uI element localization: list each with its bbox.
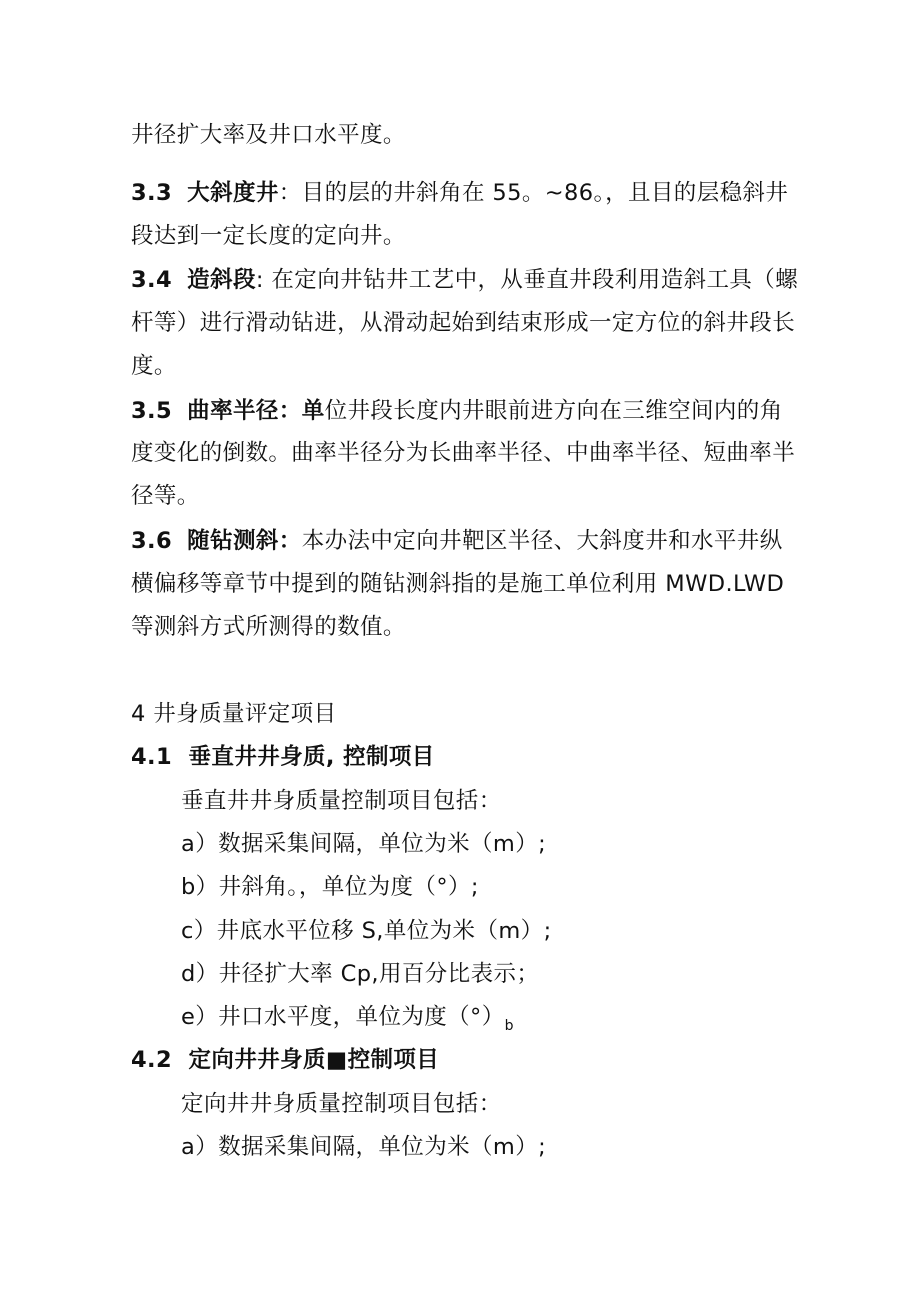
list-item: c）井底水平位移 S,单位为米（m）; [181,918,552,944]
section-title: 垂直井井身质, 控制项目 [188,744,435,770]
term: 大斜度井 [187,180,279,206]
section-3-6-line-1 [131,526,783,556]
section-4-1-intro: 垂直井井身质量控制项目包括： [181,788,502,814]
section-4-2-heading [131,1045,439,1075]
term: 随钻测斜： [187,528,302,554]
section-3-3-line-1 [131,178,788,208]
definition-text: 本办法中定向井靶区半径、大斜度井和水平井纵 [301,528,783,554]
section-3-4-line-3: 度。 [131,353,177,379]
section-3-5-line-3: 径等。 [131,483,200,509]
list-item: e）井口水平度，单位为度$(^\circ)_b$ [181,1004,514,1034]
definition-text: : 在定向井钻井工艺中，从垂直井段利用造斜工具（螺 [255,267,799,293]
definition-text: ：目的层的井斜角在 55。~86。，且目的层稳斜井 [278,180,789,206]
section-number: 4.1 [131,744,173,770]
section-3-5-line-2: 度变化的倒数。曲率半径分为长曲率半径、中曲率半径、短曲率半 [131,440,796,466]
section-4-2-intro: 定向井井身质量控制项目包括： [181,1091,502,1117]
section-number: 3.4 [131,267,173,293]
list-item: d）井径扩大率 Cp,用百分比表示； [181,961,540,987]
list-item: a）数据采集间隔，单位为米（m）; [181,1134,547,1160]
section-3-6-line-2: 横偏移等章节中提到的随钻测斜指的是施工单位利用 MWD.LWD [131,571,785,597]
term: 造斜段 [187,267,256,293]
section-number: 4.2 [131,1047,173,1073]
section-3-6-line-3: 等测斜方式所测得的数值。 [131,614,406,640]
paragraph-line: 井径扩大率及井口水平度。 [131,122,406,148]
section-3-3-line-2: 段达到一定长度的定向井。 [131,223,406,249]
section-number: 3.5 [131,398,173,424]
section-number: 3.3 [131,180,173,206]
definition-text: 位井段长度内井眼前进方向在三维空间内的角 [324,398,783,424]
section-3-5-line-1: 3.5 曲率半径：单位井段长度内井眼前进方向在三维空间内的角 [131,398,783,424]
list-item: a）数据采集间隔，单位为米（m）; [181,831,547,857]
section-4-1-heading [131,742,435,772]
term: 曲率半径： [187,398,302,424]
list-item: b）井斜角。，单位为度（°）; [181,874,479,900]
chapter-heading: 4 井身质量评定项目 [131,701,337,727]
section-3-4-line-2: 杆等）进行滑动钻进，从滑动起始到结束形成一定方位的斜井段长 [131,310,796,336]
section-3-4-line-1 [131,265,798,295]
section-number: 3.6 [131,528,173,554]
section-title: 定向井井身质■控制项目 [188,1047,440,1073]
